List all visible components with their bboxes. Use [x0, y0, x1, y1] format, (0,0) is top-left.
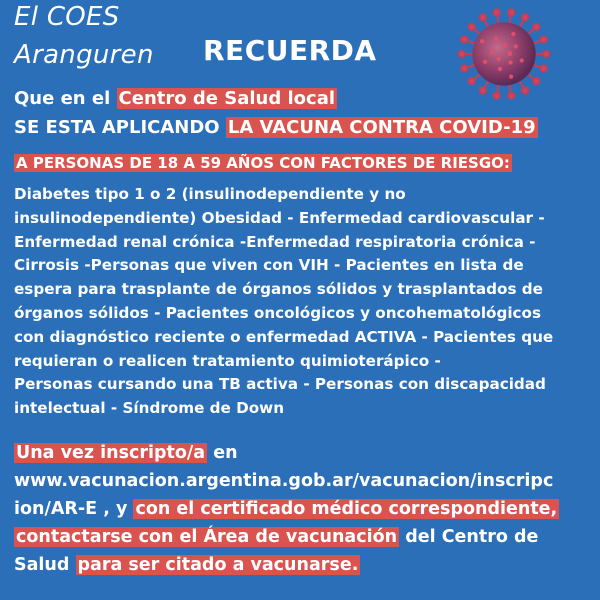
- instructions-line: [14, 439, 594, 467]
- lead-line1-text: Que en el: [14, 88, 117, 109]
- instructions-highlight: para ser citado a vacunarse.: [77, 555, 359, 575]
- org-name-line2: Aranguren: [14, 40, 154, 70]
- risk-factors-line: con diagnóstico reciente o enfermedad ACTIVA - Pacientes que: [14, 327, 554, 346]
- page-title: RECUERDA: [203, 34, 377, 67]
- risk-factors-line: Enfermedad renal crónica -Enfermedad respiratoria crónica -: [14, 232, 536, 251]
- registration-instructions: [14, 439, 594, 579]
- risk-factors-line: intelectual - Síndrome de Down: [14, 399, 285, 418]
- risk-factors-line: espera para trasplante de órganos sólidos y trasplantados de: [14, 280, 543, 299]
- instructions-text: ion/AR-E , y: [14, 499, 134, 519]
- instructions-line: [14, 551, 594, 579]
- instructions-text: Salud: [14, 555, 76, 575]
- risk-factors-line: Cirrosis -Personas que viven con VIH - Pacientes en lista de: [14, 256, 524, 275]
- instructions-highlight: con el certificado médico correspondiente,: [135, 499, 558, 519]
- risk-factors-list: [14, 183, 592, 421]
- coronavirus-icon: [456, 6, 552, 102]
- instructions-text: del Centro de: [399, 527, 539, 547]
- instructions-line: [14, 523, 594, 551]
- risk-factors-line: insulinodependiente) Obesidad - Enfermedad cardiovascular -: [14, 208, 545, 227]
- lead-line1: [14, 88, 337, 109]
- risk-factors-line: requieran o realicen tratamiento quimioterápico -: [14, 351, 441, 370]
- lead-line2: [14, 117, 538, 138]
- instructions-highlight: contactarse con el Área de vacunación: [16, 527, 398, 547]
- instructions-text: en: [207, 443, 238, 463]
- lead-line2-highlight: LA VACUNA CONTRA COVID-19: [227, 117, 536, 138]
- lead-line1-highlight: Centro de Salud local: [118, 88, 336, 109]
- instructions-highlight: Una vez inscripto/a: [16, 443, 206, 463]
- lead-line2-text: SE ESTA APLICANDO: [14, 117, 226, 138]
- registration-url: www.vacunacion.argentina.gob.ar/vacunacion/inscripc: [14, 471, 554, 491]
- risk-factors-line: Personas cursando una TB activa - Personas con discapacidad: [14, 375, 546, 394]
- age-criteria-heading: [14, 154, 512, 172]
- age-criteria-text: A PERSONAS DE 18 A 59 AÑOS CON FACTORES DE RIESGO:: [16, 154, 510, 172]
- risk-factors-line: órganos sólidos - Pacientes oncológicos y oncohematológicos: [14, 303, 542, 322]
- org-name-line1: El COES: [14, 2, 120, 32]
- risk-factors-line: Diabetes tipo 1 o 2 (insulinodependiente y no: [14, 185, 406, 203]
- instructions-line: [14, 495, 594, 523]
